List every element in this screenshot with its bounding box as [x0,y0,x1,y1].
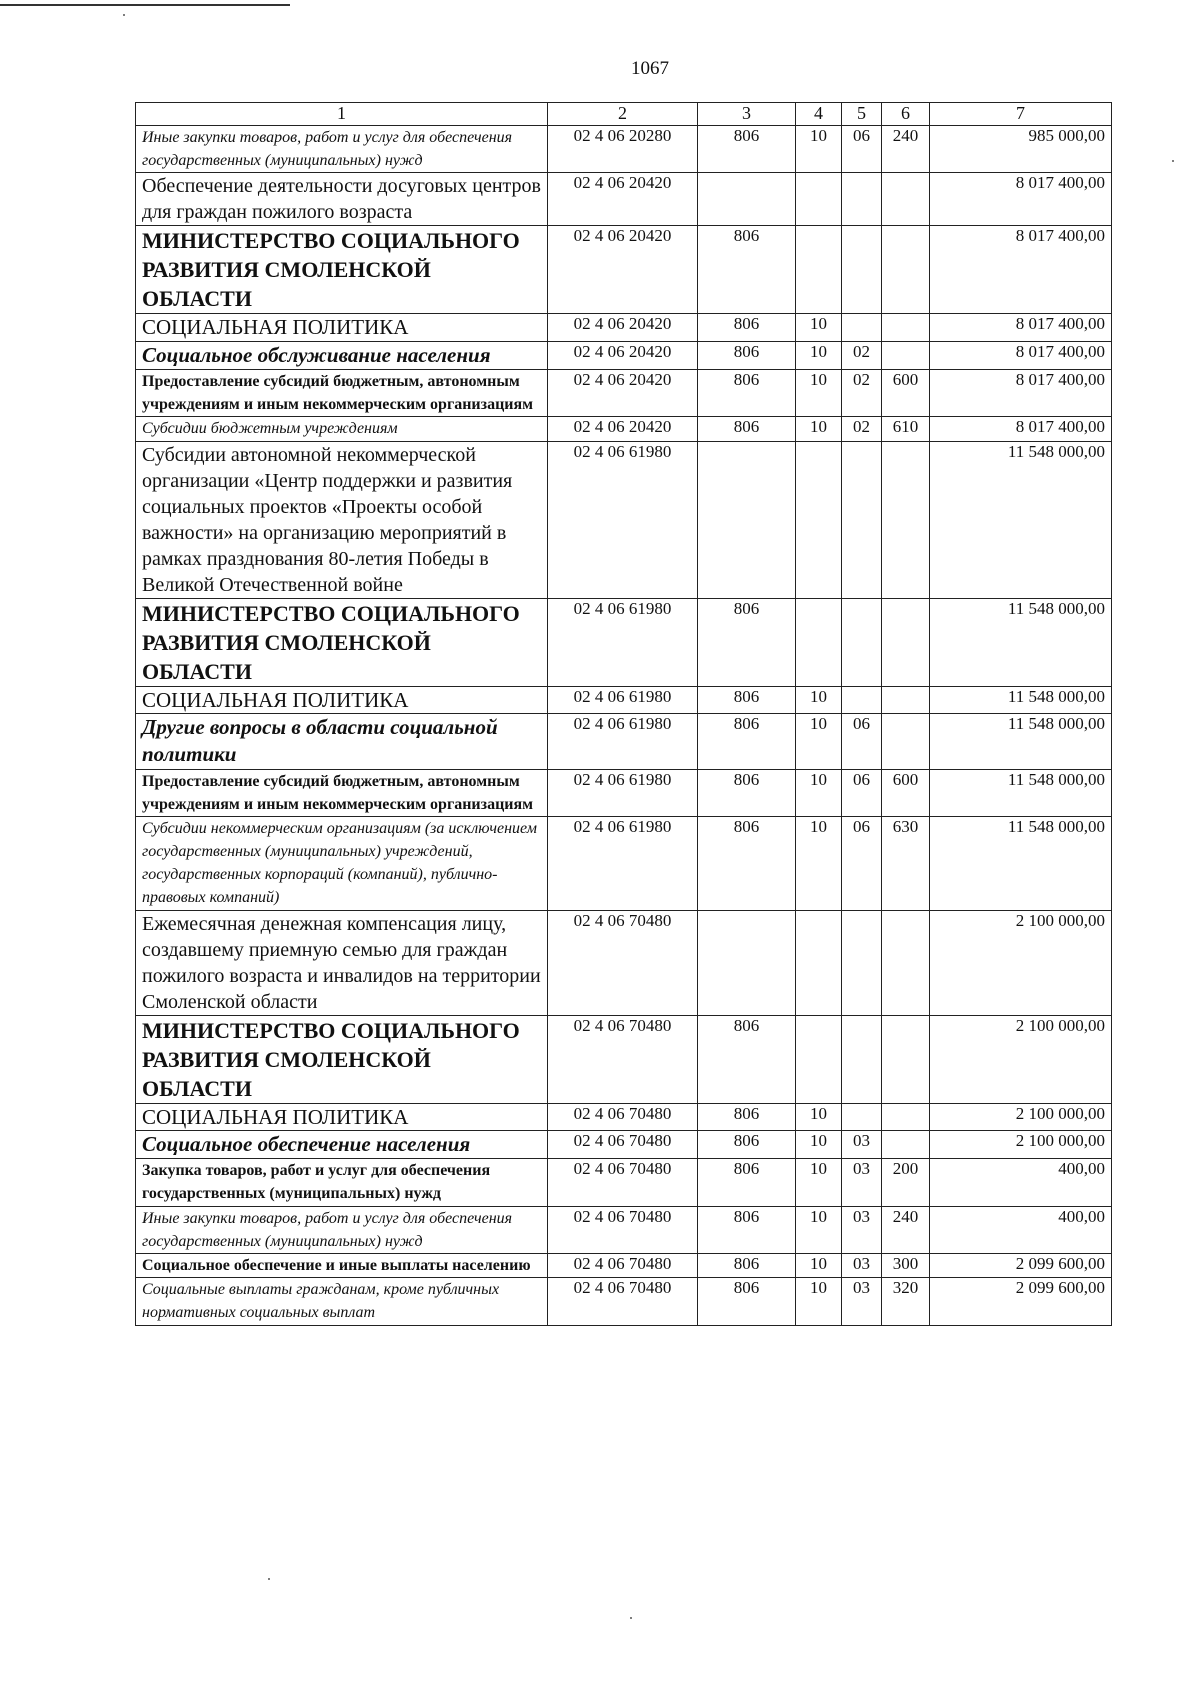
table-row [136,713,1112,769]
expense-type-cell [882,1130,930,1158]
row-name-cell: Другие вопросы в области социальной политики [136,713,548,769]
header-cell: 3 [698,103,796,126]
section-code-cell [796,910,842,1015]
header-cell: 6 [882,103,930,126]
section-code-cell: 10 [796,1206,842,1253]
subsection-code-cell [842,314,882,341]
amount-cell: 11 548 000,00 [930,816,1112,910]
header-cell: 5 [842,103,882,126]
target-article-cell: 02 4 06 70480 [548,1130,698,1158]
row-name-cell: МИНИСТЕРСТВО СОЦИАЛЬНОГО РАЗВИТИЯ СМОЛЕНСКОЙ ОБЛАСТИ [136,598,548,686]
amount-cell: 400,00 [930,1206,1112,1253]
row-name-cell: Социальное обеспечение населения [136,1130,548,1158]
subsection-code-cell: 03 [842,1159,882,1206]
expense-type-cell [882,713,930,769]
main-manager-code-cell: 806 [698,769,796,816]
subsection-code-cell [842,173,882,226]
expense-type-cell: 610 [882,417,930,441]
table-row [136,1103,1112,1130]
section-code-cell: 10 [796,417,842,441]
main-manager-code-cell: 806 [698,598,796,686]
target-article-cell: 02 4 06 70480 [548,910,698,1015]
amount-cell: 11 548 000,00 [930,686,1112,713]
amount-cell: 2 099 600,00 [930,1254,1112,1278]
expense-type-cell [882,341,930,369]
target-article-cell: 02 4 06 70480 [548,1103,698,1130]
main-manager-code-cell: 806 [698,1159,796,1206]
amount-cell: 2 100 000,00 [930,1130,1112,1158]
subsection-code-cell [842,910,882,1015]
section-code-cell [796,226,842,314]
main-manager-code-cell: 806 [698,417,796,441]
subsection-code-cell [842,441,882,598]
amount-cell: 8 017 400,00 [930,341,1112,369]
row-name-cell: Закупка товаров, работ и услуг для обеспечения государственных (муниципальных) нужд [136,1159,548,1206]
expense-type-cell [882,686,930,713]
amount-cell: 11 548 000,00 [930,441,1112,598]
amount-cell: 11 548 000,00 [930,713,1112,769]
table-row [136,910,1112,1015]
subsection-code-cell [842,686,882,713]
target-article-cell: 02 4 06 70480 [548,1206,698,1253]
section-code-cell: 10 [796,1159,842,1206]
table-row [136,126,1112,173]
amount-cell: 2 100 000,00 [930,1103,1112,1130]
table-row [136,1015,1112,1103]
section-code-cell: 10 [796,713,842,769]
row-name-cell: СОЦИАЛЬНАЯ ПОЛИТИКА [136,686,548,713]
row-name-cell: СОЦИАЛЬНАЯ ПОЛИТИКА [136,1103,548,1130]
subsection-code-cell: 06 [842,713,882,769]
budget-table-body [136,103,1112,1326]
main-manager-code-cell: 806 [698,713,796,769]
amount-cell: 400,00 [930,1159,1112,1206]
budget-table [135,102,1112,1326]
expense-type-cell [882,226,930,314]
target-article-cell: 02 4 06 70480 [548,1278,698,1325]
main-manager-code-cell: 806 [698,686,796,713]
scan-artifact-line [0,4,290,6]
section-code-cell: 10 [796,1130,842,1158]
amount-cell: 11 548 000,00 [930,598,1112,686]
target-article-cell: 02 4 06 70480 [548,1254,698,1278]
expense-type-cell: 200 [882,1159,930,1206]
scan-speck [123,14,125,16]
target-article-cell: 02 4 06 20280 [548,126,698,173]
main-manager-code-cell: 806 [698,1103,796,1130]
amount-cell: 8 017 400,00 [930,226,1112,314]
row-name-cell: Ежемесячная денежная компенсация лицу, создавшему приемную семью для граждан пожилого возраста и инвалидов на территории Смоленской области [136,910,548,1015]
main-manager-code-cell: 806 [698,126,796,173]
row-name-cell: МИНИСТЕРСТВО СОЦИАЛЬНОГО РАЗВИТИЯ СМОЛЕНСКОЙ ОБЛАСТИ [136,226,548,314]
target-article-cell: 02 4 06 20420 [548,417,698,441]
section-code-cell: 10 [796,1103,842,1130]
section-code-cell [796,1015,842,1103]
target-article-cell: 02 4 06 20420 [548,314,698,341]
table-row [136,441,1112,598]
table-row [136,816,1112,910]
main-manager-code-cell: 806 [698,816,796,910]
amount-cell: 2 099 600,00 [930,1278,1112,1325]
target-article-cell: 02 4 06 61980 [548,816,698,910]
target-article-cell: 02 4 06 61980 [548,441,698,598]
main-manager-code-cell: 806 [698,1015,796,1103]
row-name-cell: Субсидии некоммерческим организациям (за исключением государственных (муниципальных) учреждений, государственных корпораций (компаний), публично-правовых компаний) [136,816,548,910]
table-row [136,1278,1112,1325]
section-code-cell: 10 [796,1254,842,1278]
subsection-code-cell [842,1103,882,1130]
table-row [136,769,1112,816]
expense-type-cell: 600 [882,769,930,816]
main-manager-code-cell: 806 [698,1278,796,1325]
expense-type-cell [882,173,930,226]
section-code-cell [796,173,842,226]
target-article-cell: 02 4 06 70480 [548,1159,698,1206]
row-name-cell: Субсидии бюджетным учреждениям [136,417,548,441]
subsection-code-cell: 06 [842,769,882,816]
amount-cell: 985 000,00 [930,126,1112,173]
main-manager-code-cell [698,910,796,1015]
target-article-cell: 02 4 06 61980 [548,598,698,686]
target-article-cell: 02 4 06 61980 [548,713,698,769]
target-article-cell: 02 4 06 20420 [548,173,698,226]
row-name-cell: Обеспечение деятельности досуговых центров для граждан пожилого возраста [136,173,548,226]
header-cell: 1 [136,103,548,126]
table-row [136,341,1112,369]
row-name-cell: Иные закупки товаров, работ и услуг для обеспечения государственных (муниципальных) нужд [136,1206,548,1253]
row-name-cell: Иные закупки товаров, работ и услуг для обеспечения государственных (муниципальных) нужд [136,126,548,173]
main-manager-code-cell: 806 [698,341,796,369]
section-code-cell [796,598,842,686]
amount-cell: 2 100 000,00 [930,910,1112,1015]
target-article-cell: 02 4 06 20420 [548,341,698,369]
target-article-cell: 02 4 06 20420 [548,226,698,314]
main-manager-code-cell: 806 [698,226,796,314]
main-manager-code-cell: 806 [698,370,796,417]
main-manager-code-cell: 806 [698,314,796,341]
row-name-cell: Социальное обслуживание населения [136,341,548,369]
subsection-code-cell [842,1015,882,1103]
scan-speck [630,1617,632,1619]
subsection-code-cell: 03 [842,1254,882,1278]
section-code-cell: 10 [796,816,842,910]
section-code-cell: 10 [796,769,842,816]
expense-type-cell [882,441,930,598]
expense-type-cell [882,1015,930,1103]
row-name-cell: Предоставление субсидий бюджетным, автономным учреждениям и иным некоммерческим организациям [136,769,548,816]
expense-type-cell [882,598,930,686]
expense-type-cell: 240 [882,1206,930,1253]
expense-type-cell: 600 [882,370,930,417]
table-row [136,173,1112,226]
section-code-cell: 10 [796,1278,842,1325]
table-row [136,1130,1112,1158]
section-code-cell: 10 [796,686,842,713]
subsection-code-cell: 03 [842,1206,882,1253]
target-article-cell: 02 4 06 61980 [548,769,698,816]
table-row [136,314,1112,341]
header-cell: 2 [548,103,698,126]
subsection-code-cell: 03 [842,1130,882,1158]
subsection-code-cell [842,226,882,314]
expense-type-cell [882,314,930,341]
target-article-cell: 02 4 06 20420 [548,370,698,417]
expense-type-cell: 320 [882,1278,930,1325]
subsection-code-cell: 02 [842,370,882,417]
section-code-cell [796,441,842,598]
table-row [136,417,1112,441]
subsection-code-cell: 06 [842,126,882,173]
amount-cell: 11 548 000,00 [930,769,1112,816]
table-row [136,598,1112,686]
expense-type-cell: 240 [882,126,930,173]
row-name-cell: МИНИСТЕРСТВО СОЦИАЛЬНОГО РАЗВИТИЯ СМОЛЕНСКОЙ ОБЛАСТИ [136,1015,548,1103]
expense-type-cell [882,1103,930,1130]
section-code-cell: 10 [796,314,842,341]
subsection-code-cell: 03 [842,1278,882,1325]
subsection-code-cell: 02 [842,341,882,369]
table-row [136,1159,1112,1206]
row-name-cell: СОЦИАЛЬНАЯ ПОЛИТИКА [136,314,548,341]
main-manager-code-cell: 806 [698,1130,796,1158]
table-row [136,1254,1112,1278]
main-manager-code-cell [698,173,796,226]
subsection-code-cell: 02 [842,417,882,441]
scan-speck [1172,160,1174,162]
header-cell: 4 [796,103,842,126]
main-manager-code-cell: 806 [698,1206,796,1253]
amount-cell: 2 100 000,00 [930,1015,1112,1103]
row-name-cell: Субсидии автономной некоммерческой организации «Центр поддержки и развития социальных проектов «Проекты особой важности» на организацию мероприятий в рамках празднования 80-летия Победы в Великой Отечественной войне [136,441,548,598]
amount-cell: 8 017 400,00 [930,417,1112,441]
scan-speck [268,1578,270,1580]
expense-type-cell: 300 [882,1254,930,1278]
amount-cell: 8 017 400,00 [930,173,1112,226]
table-row [136,1206,1112,1253]
table-row [136,686,1112,713]
table-header-row [136,103,1112,126]
subsection-code-cell [842,598,882,686]
expense-type-cell [882,910,930,1015]
row-name-cell: Предоставление субсидий бюджетным, автономным учреждениям и иным некоммерческим организациям [136,370,548,417]
page-number: 1067 [631,58,669,79]
table-row [136,226,1112,314]
table-row [136,370,1112,417]
amount-cell: 8 017 400,00 [930,314,1112,341]
main-manager-code-cell: 806 [698,1254,796,1278]
target-article-cell: 02 4 06 61980 [548,686,698,713]
target-article-cell: 02 4 06 70480 [548,1015,698,1103]
row-name-cell: Социальные выплаты гражданам, кроме публичных нормативных социальных выплат [136,1278,548,1325]
section-code-cell: 10 [796,126,842,173]
section-code-cell: 10 [796,370,842,417]
main-manager-code-cell [698,441,796,598]
expense-type-cell: 630 [882,816,930,910]
section-code-cell: 10 [796,341,842,369]
header-cell: 7 [930,103,1112,126]
amount-cell: 8 017 400,00 [930,370,1112,417]
row-name-cell: Социальное обеспечение и иные выплаты населению [136,1254,548,1278]
subsection-code-cell: 06 [842,816,882,910]
